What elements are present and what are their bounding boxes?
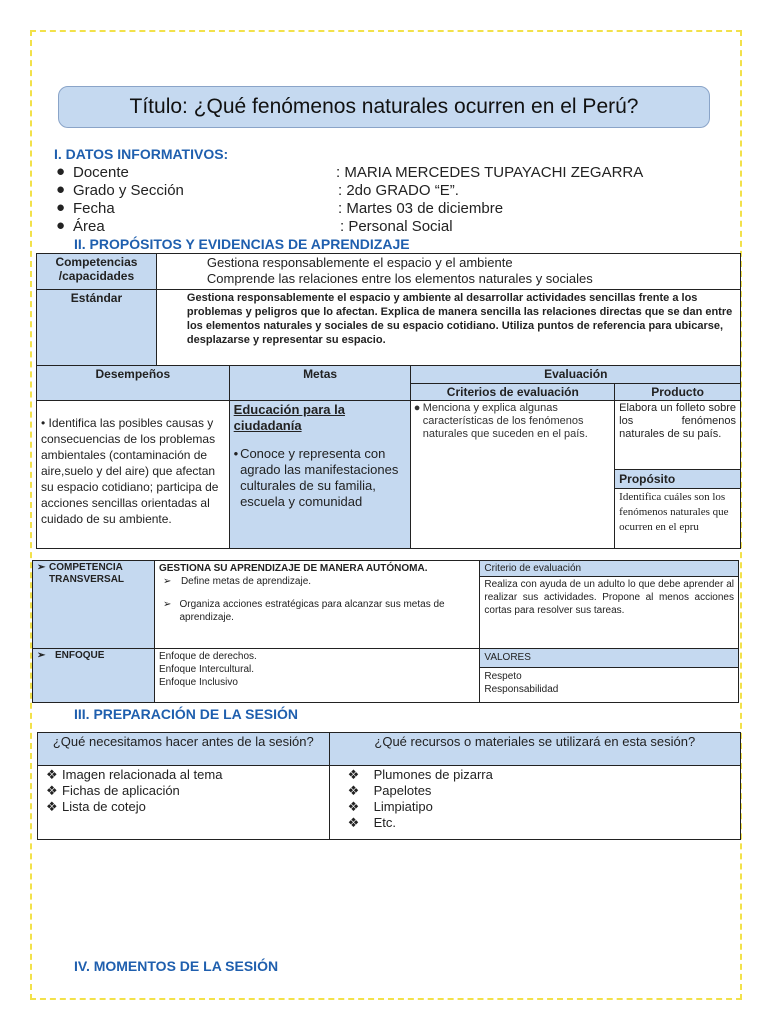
producto-cell	[615, 401, 741, 549]
criterio-value: Menciona y explica algunas características de los fenómenos naturales que suceden en el país.	[422, 402, 588, 440]
competencias-row	[37, 254, 741, 290]
list-item: ❖ Plumones de pizarra	[347, 767, 493, 782]
valores-label: VALORES	[480, 649, 738, 668]
producto-header: Producto	[615, 384, 741, 401]
bullet-icon: ●	[56, 181, 66, 198]
list-item: ❖ Lista de cotejo	[46, 799, 146, 814]
info-label: Docente	[73, 164, 129, 181]
transversal-title: GESTIONA SU APRENDIZAJE DE MANERA AUTÓNOMA.	[158, 563, 428, 574]
transversal-content	[154, 561, 479, 649]
enfoque-item: Enfoque de derechos.	[158, 651, 257, 662]
transversal-criterio-cell	[480, 561, 739, 649]
desempenos-header: Desempeños	[37, 366, 230, 401]
prep-col2-header: ¿Qué recursos o materiales se utilizará en esta sesión?	[329, 733, 740, 766]
list-item: ❖ Limpiatipo	[347, 799, 433, 814]
section-1-heading: I. DATOS INFORMATIVOS:	[54, 146, 229, 162]
competencias-text	[156, 254, 740, 290]
estandar-row	[37, 290, 741, 366]
diamond-bullet-icon: ❖	[46, 799, 58, 814]
arrow-icon: ➢	[162, 576, 172, 587]
diamond-bullet-icon: ❖	[46, 767, 58, 782]
criterios-header: Criterios de evaluación	[411, 384, 615, 401]
info-value: : MARIA MERCEDES TUPAYACHI ZEGARRA	[336, 164, 644, 181]
transversal-label: COMPETENCIA TRANSVERSAL	[49, 562, 125, 585]
enfoque-item: Enfoque Intercultural.	[158, 664, 255, 675]
info-label: Fecha	[73, 200, 115, 217]
estandar-label: Estándar	[37, 290, 157, 366]
transversal-item: ➢ Define metas de aprendizaje.	[162, 576, 312, 587]
diamond-bullet-icon: ❖	[46, 783, 58, 798]
prep-col1-header: ¿Qué necesitamos hacer antes de la sesión?	[38, 733, 330, 766]
enfoque-label: ENFOQUE	[55, 650, 105, 661]
preparation-header-row	[38, 733, 741, 766]
metas-text: Conoce y representa con agrado las manifestaciones culturales de su familia, escuela y comunidad	[240, 446, 399, 509]
bullet-icon: ●	[413, 402, 421, 414]
transversal-row	[33, 561, 739, 649]
enfoque-list	[154, 649, 479, 703]
evaluacion-header: Evaluación	[411, 366, 741, 384]
competencias-label: Competencias /capacidades	[37, 254, 157, 290]
diamond-bullet-icon: ❖	[347, 815, 360, 830]
bullet-icon: ●	[56, 217, 66, 234]
prep-col1-list	[38, 766, 330, 840]
transversal-item: ➢ Organiza acciones estratégicas para alcanzar sus metas de aprendizaje.	[162, 599, 445, 623]
producto-text: Elabora un folleto sobre los fenómenos naturales de su país.	[619, 402, 736, 440]
transversal-criterio-text: Realiza con ayuda de un adulto lo que debe aprender al realizar sus actividades. Propone al menos acciones cortas para resolver sus tareas.	[484, 579, 734, 616]
arrow-icon: ➢	[162, 599, 172, 610]
preparation-table	[37, 732, 741, 840]
info-label: Área	[73, 218, 105, 235]
enfoque-label-cell	[33, 649, 155, 703]
page-title: Título: ¿Qué fenómenos naturales ocurren en el Perú?	[58, 86, 710, 128]
diamond-bullet-icon: ❖	[347, 767, 360, 782]
diamond-bullet-icon: ❖	[347, 783, 360, 798]
arrow-icon: ➢	[37, 562, 46, 573]
valor-item: Responsabilidad	[484, 684, 559, 695]
section-3-heading: III. PREPARACIÓN DE LA SESIÓN	[74, 706, 299, 722]
competencia-2: Comprende las relaciones entre los elementos naturales y sociales	[206, 271, 593, 286]
diamond-bullet-icon: ❖	[347, 799, 360, 814]
valor-item: Respeto	[484, 671, 522, 682]
bullet-icon: ●	[56, 163, 66, 180]
transversal-table	[32, 560, 739, 703]
list-item: ❖ Etc.	[347, 815, 397, 830]
bullet-icon: •	[233, 446, 239, 461]
metas-item	[234, 446, 407, 510]
transversal-label-cell	[33, 561, 155, 649]
list-item: ❖ Fichas de aplicación	[46, 783, 180, 798]
metas-header: Metas	[229, 366, 411, 401]
desempeno-text: • Identifica las posibles causas y consecuencias de los problemas ambientales (contaminación de aire,suelo y del aire) que afectan su espacio cotidiano; participa de acciones sencillas orientadas al cuidado de su ambiente.	[37, 401, 230, 549]
criterio-text	[411, 401, 615, 549]
arrow-icon: ➢	[37, 650, 46, 661]
proposito-label: Propósito	[615, 469, 740, 489]
proposito-text: Identifica cuáles son los fenómenos naturales que ocurren en el epru	[619, 491, 729, 533]
evaluation-header-row	[37, 366, 741, 384]
section-2-heading: II. PROPÓSITOS Y EVIDENCIAS DE APRENDIZAJE	[74, 236, 410, 252]
section-4-heading: IV. MOMENTOS DE LA SESIÓN	[74, 958, 279, 974]
evaluation-content-row	[37, 401, 741, 549]
estandar-text: Gestiona responsablemente el espacio y ambiente al desarrollar actividades sencillas frente a los problemas y peligros que lo afectan. Explica de manera sencilla las relaciones directas que se dan entre los elementos naturales y sociales de su espacio cotidiano. Utiliza puntos de referencia para ubicarse, desplazarse y representar su espacio.	[156, 290, 740, 366]
bullet-icon: ●	[56, 199, 66, 216]
metas-cell	[229, 401, 411, 549]
preparation-content-row	[38, 766, 741, 840]
competencia-1: Gestiona responsablemente el espacio y el ambiente	[206, 255, 513, 270]
info-label: Grado y Sección	[73, 182, 184, 199]
metas-title: Educación para la ciudadanía	[233, 402, 345, 433]
list-item: ❖ Imagen relacionada al tema	[46, 767, 223, 782]
info-value: : Personal Social	[340, 218, 453, 235]
enfoque-item: Enfoque Inclusivo	[158, 677, 238, 688]
list-item: ❖ Papelotes	[347, 783, 432, 798]
valores-cell	[480, 649, 739, 703]
transversal-criterio-label: Criterio de evaluación	[480, 561, 738, 577]
valores-list	[480, 668, 738, 698]
info-value: : Martes 03 de diciembre	[338, 200, 504, 217]
purposes-table	[36, 253, 741, 549]
info-value: : 2do GRADO “E”.	[338, 182, 459, 199]
enfoque-row	[33, 649, 739, 703]
prep-col2-list	[329, 766, 740, 840]
